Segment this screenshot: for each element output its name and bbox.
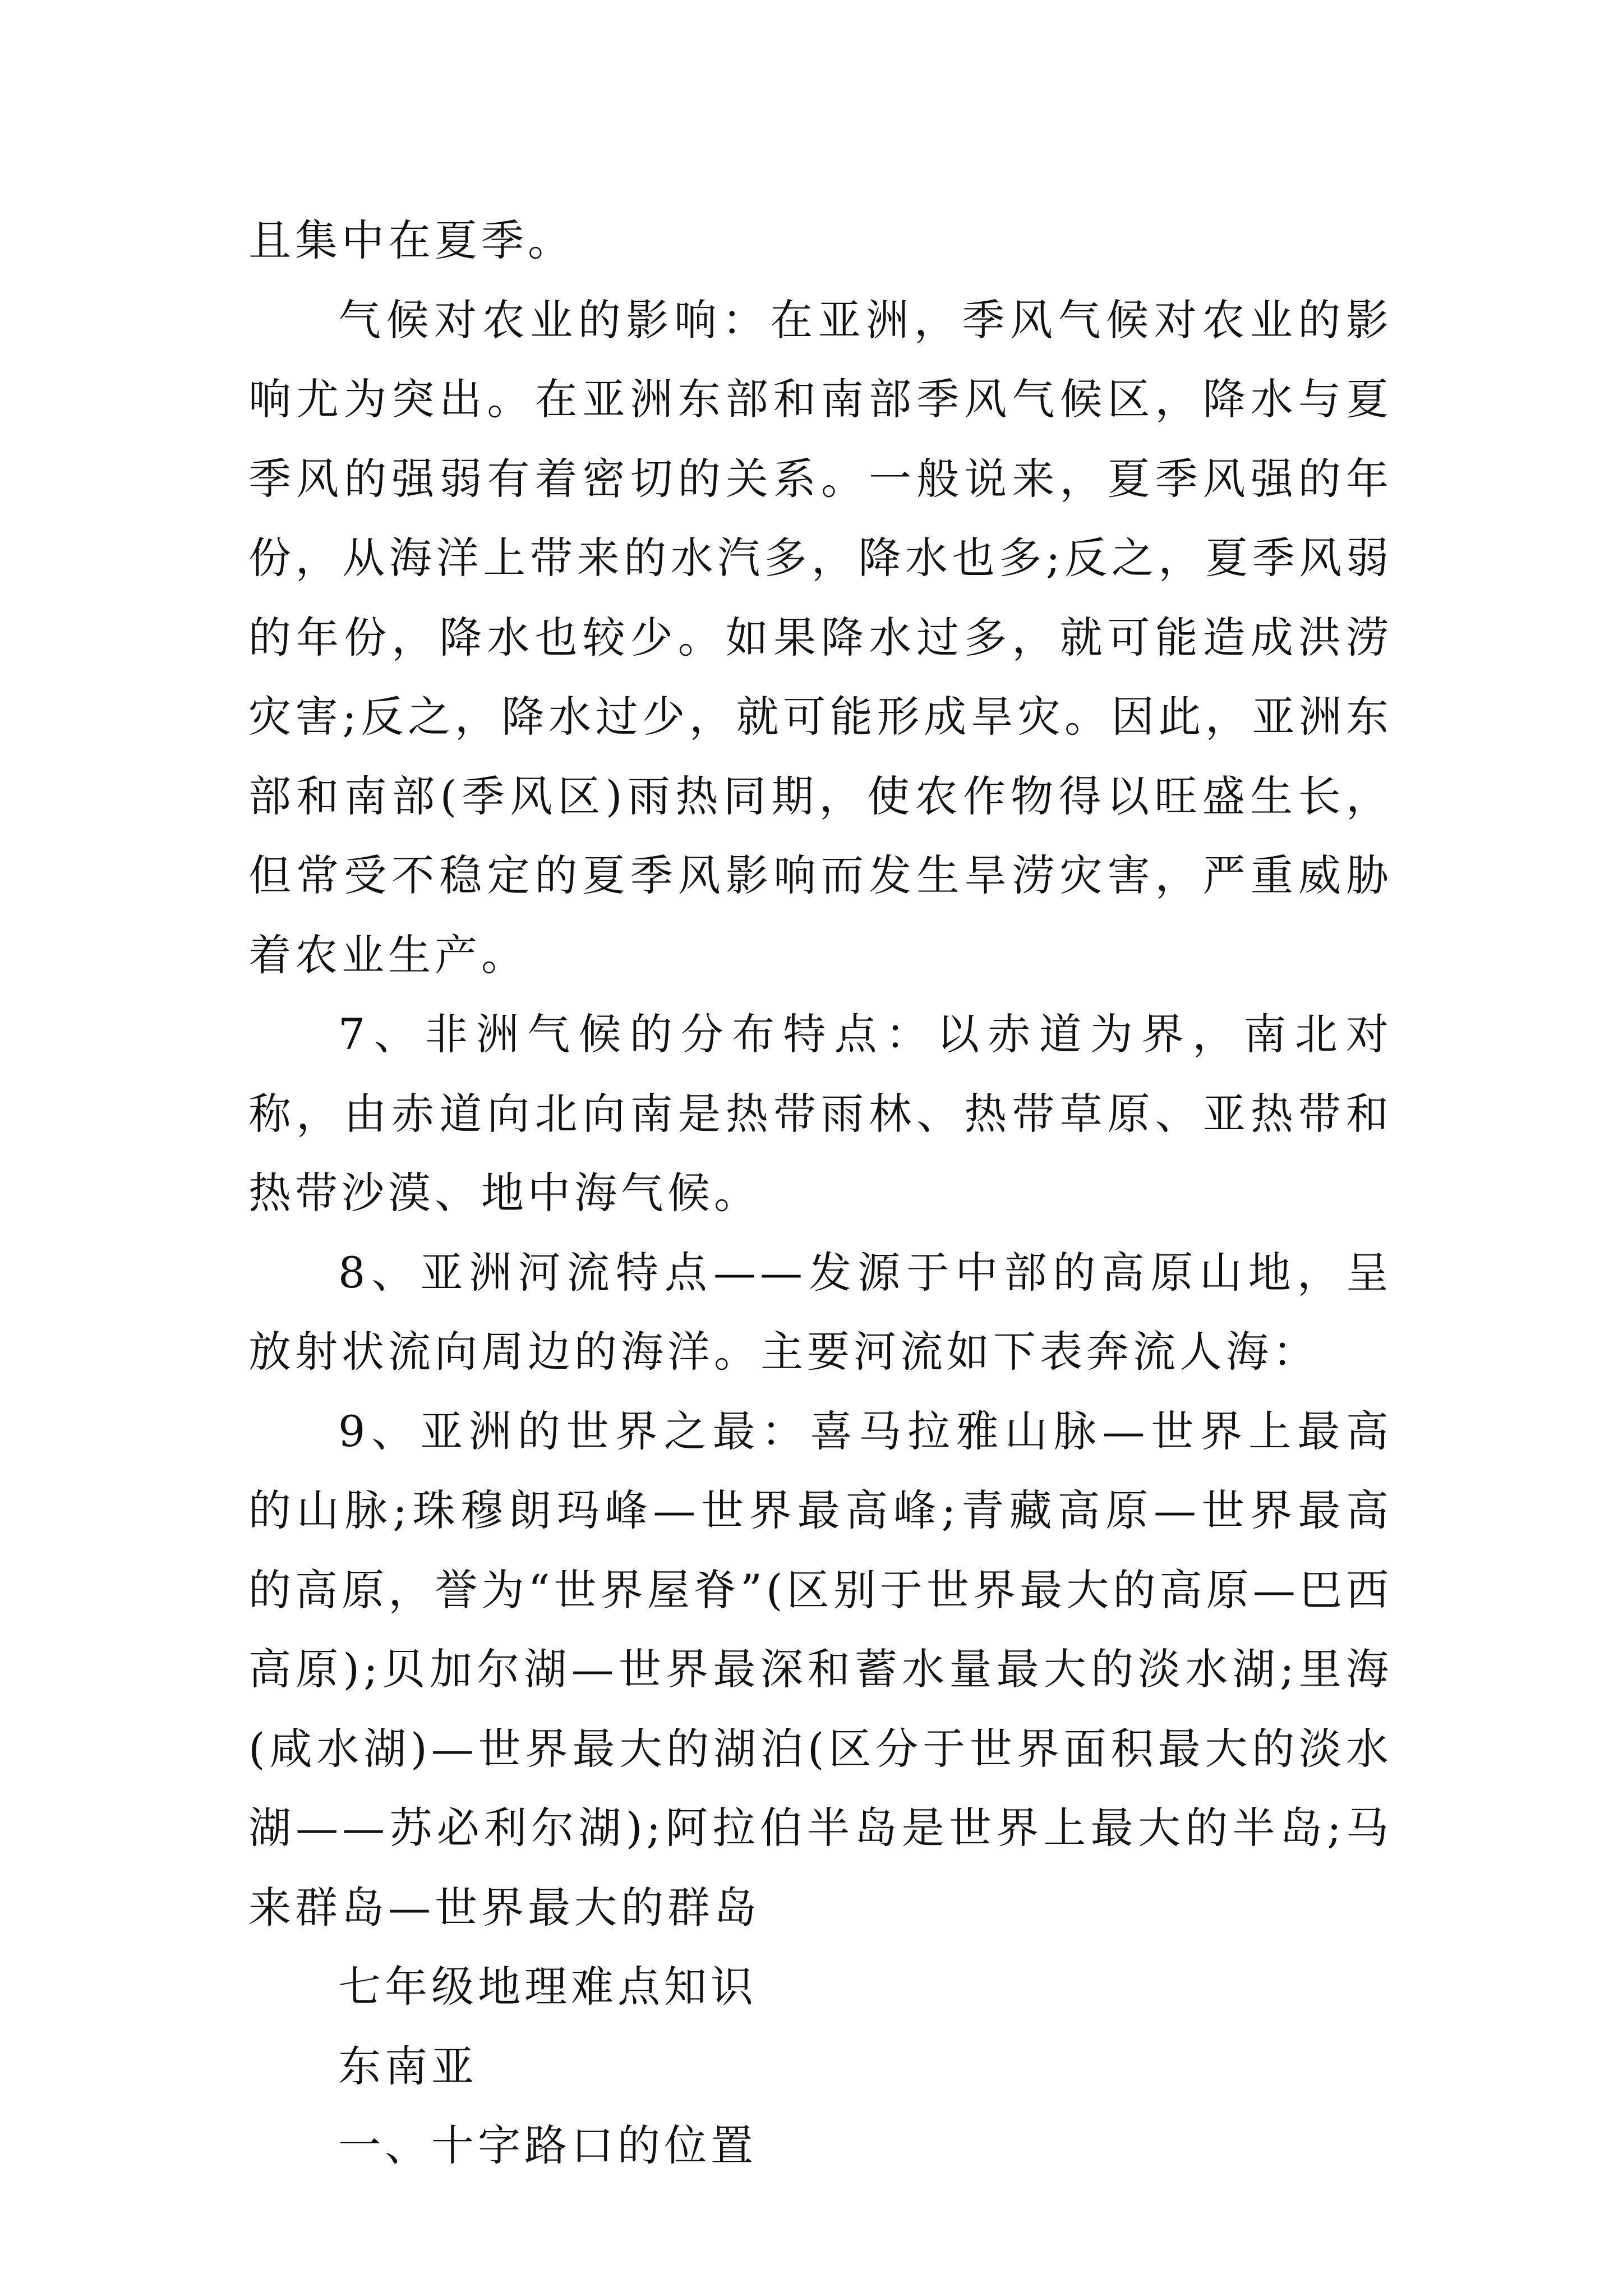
paragraph-asia-records: 9、亚洲的世界之最：喜马拉雅山脉—世界上最高的山脉;珠穆朗玛峰—世界最高峰;青藏高原—世界最高的高原，誉为“世界屋脊”(区别于世界最大的高原—巴西高原);贝加尔湖—世界最深和蓄水量最大的淡水湖;里海(咸水湖)—世界最大的湖泊(区分于世界面积最大的淡水湖——苏必利尔湖);阿拉伯半岛是世界上最大的半岛;马来群岛—世界最大的群岛 bbox=[248, 1406, 1393, 1932]
paragraph-climate-agriculture: 气候对农业的影响：在亚洲，季风气候对农业的影响尤为突出。在亚洲东部和南部季风气候区，降水与夏季风的强弱有着密切的关系。一般说来，夏季风强的年份，从海洋上带来的水汽多，降水也多;反之，夏季风弱的年份，降水也较少。如果降水过多，就可能造成洪涝灾害;反之，降水过少，就可能形成旱灾。因此，亚洲东部和南部(季风区)雨热同期，使农作物得以旺盛生长，但常受不稳定的夏季风影响而发生旱涝灾害，严重威胁着农业生产。 bbox=[248, 295, 1393, 980]
section-heading-grade7: 七年级地理难点知识 bbox=[338, 1962, 757, 2012]
paragraph-asia-rivers: 8、亚洲河流特点——发源于中部的高原山地，呈放射状流向周边的海洋。主要河流如下表奔流人海： bbox=[248, 1247, 1393, 1377]
section-heading-crossroads: 一、十字路口的位置 bbox=[338, 2120, 757, 2170]
paragraph-africa-climate: 7、非洲气候的分布特点：以赤道为界，南北对称，由赤道向北向南是热带雨林、热带草原、亚热带和热带沙漠、地中海气候。 bbox=[248, 1009, 1393, 1218]
document-body bbox=[248, 201, 1393, 2185]
paragraph-continuation: 且集中在夏季。 bbox=[248, 215, 574, 265]
section-heading-southeast-asia: 东南亚 bbox=[338, 2041, 478, 2091]
